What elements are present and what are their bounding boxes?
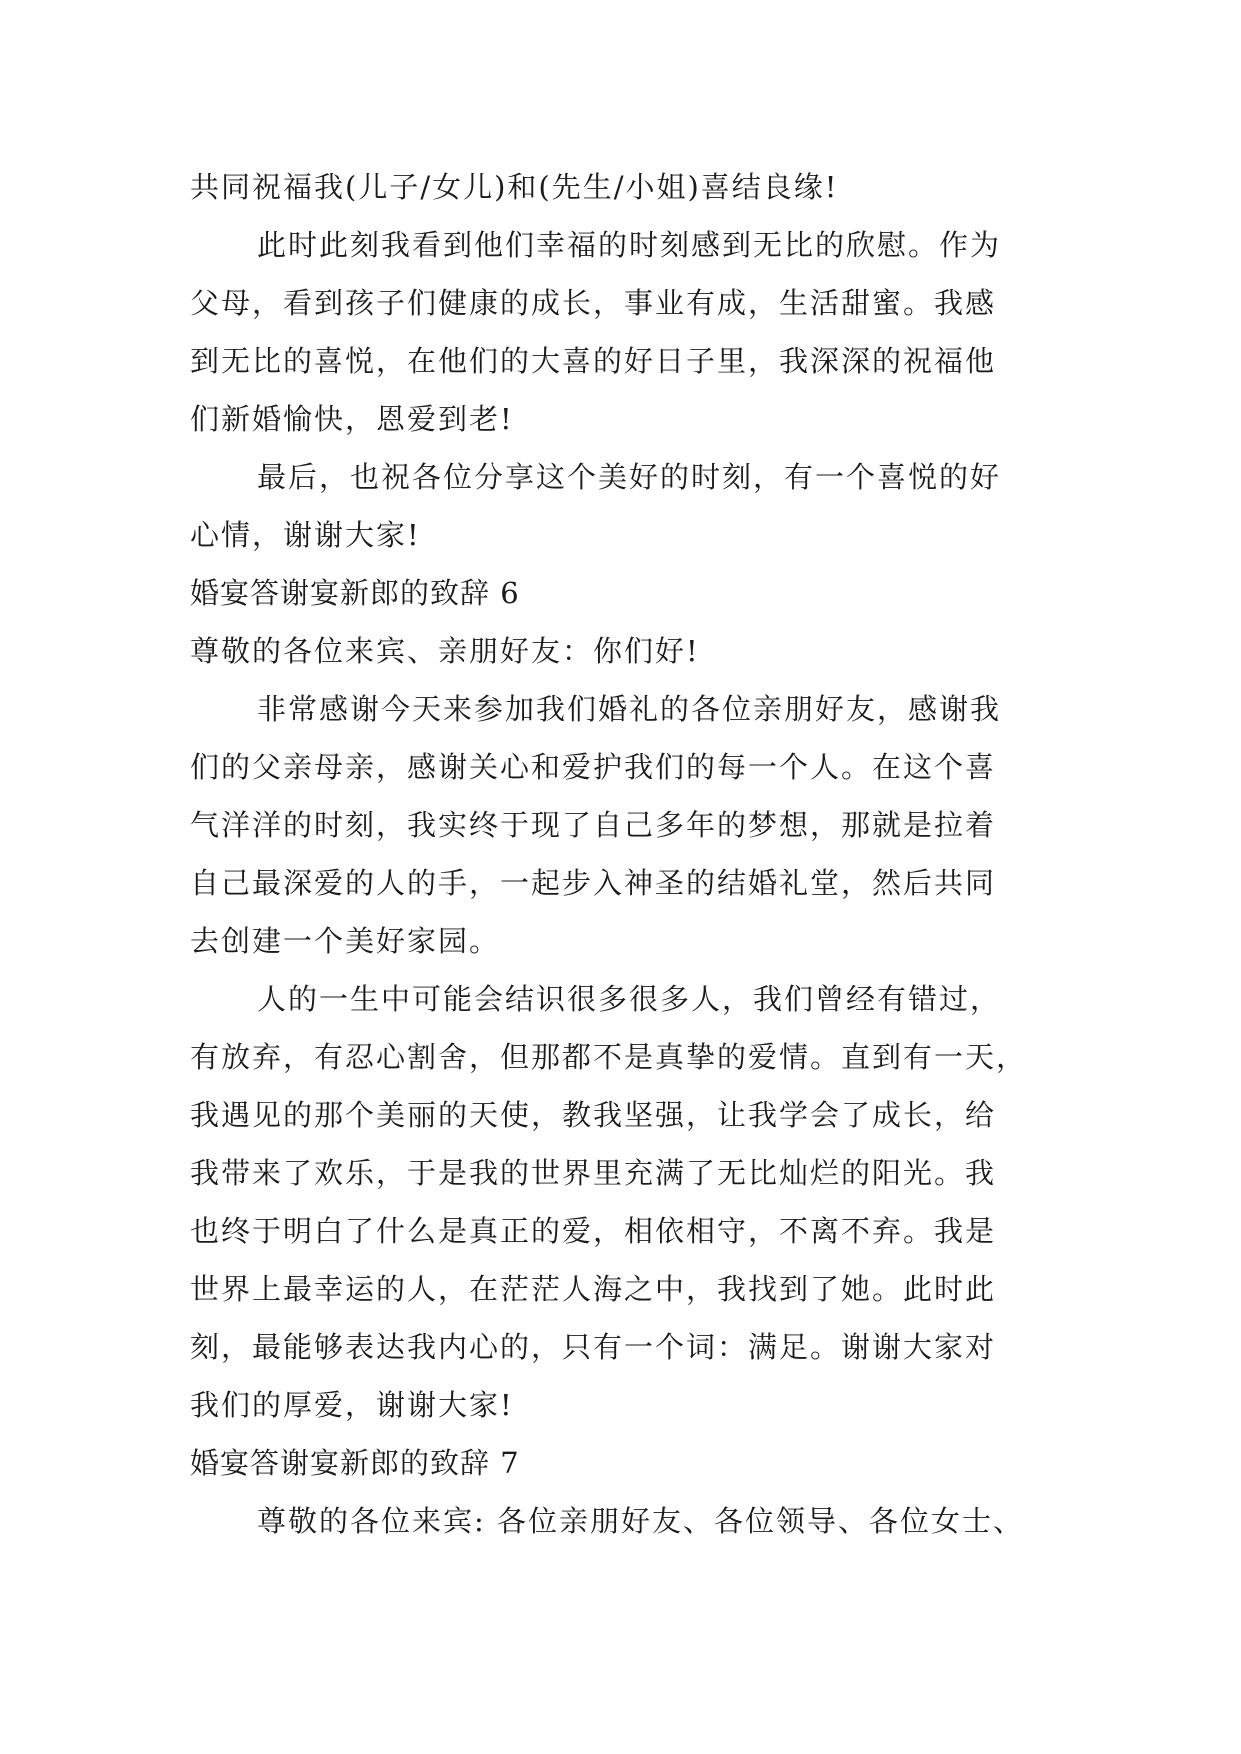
document-body (190, 158, 1070, 1550)
paragraph-line: 到无比的喜悦，在他们的大喜的好日子里，我深深的祝福他 (190, 344, 997, 378)
paragraph-line: 最后，也祝各位分享这个美好的时刻，有一个喜悦的好 (257, 460, 1002, 494)
paragraph-line: 气洋洋的时刻，我实终于现了自己多年的梦想，那就是拉着 (190, 808, 997, 842)
salutation-line: 尊敬的各位来宾、亲朋好友：你们好! (190, 634, 700, 668)
paragraph-line: 也终于明白了什么是真正的爱，相依相守，不离不弃。我是 (190, 1214, 997, 1248)
paragraph-line: 们新婚愉快，恩爱到老! (190, 402, 514, 436)
paragraph-line: 去创建一个美好家园。 (190, 924, 501, 958)
paragraph-line: 们的父亲母亲，感谢关心和爱护我们的每一个人。在这个喜 (190, 750, 997, 784)
salutation-line: 尊敬的各位来宾: 各位亲朋好友、各位领导、各位女士、 (257, 1504, 1024, 1538)
paragraph-line: 非常感谢今天来参加我们婚礼的各位亲朋好友，感谢我 (257, 692, 1002, 726)
section-heading: 婚宴答谢宴新郎的致辞 6 (190, 576, 520, 610)
paragraph-line: 父母，看到孩子们健康的成长，事业有成，生活甜蜜。我感 (190, 286, 997, 320)
paragraph-line: 心情，谢谢大家! (190, 518, 421, 552)
paragraph-line: 此时此刻我看到他们幸福的时刻感到无比的欣慰。作为 (257, 228, 1002, 262)
paragraph-line: 世界上最幸运的人，在茫茫人海之中，我找到了她。此时此 (190, 1272, 997, 1306)
paragraph-line: 人的一生中可能会结识很多很多人，我们曾经有错过， (257, 982, 1002, 1016)
section-heading: 婚宴答谢宴新郎的致辞 7 (190, 1446, 520, 1480)
paragraph-line: 我遇见的那个美丽的天使，教我坚强，让我学会了成长，给 (190, 1098, 997, 1132)
paragraph-line: 我带来了欢乐，于是我的世界里充满了无比灿烂的阳光。我 (190, 1156, 997, 1190)
paragraph-line: 自己最深爱的人的手，一起步入神圣的结婚礼堂，然后共同 (190, 866, 997, 900)
paragraph-line: 我们的厚爱，谢谢大家! (190, 1388, 514, 1422)
paragraph-line: 有放弃，有忍心割舍，但那都不是真挚的爱情。直到有一天， (190, 1040, 1028, 1074)
paragraph-line: 刻，最能够表达我内心的，只有一个词：满足。谢谢大家对 (190, 1330, 997, 1364)
paragraph-line: 共同祝福我(儿子/女儿)和(先生/小姐)喜结良缘! (190, 170, 839, 204)
